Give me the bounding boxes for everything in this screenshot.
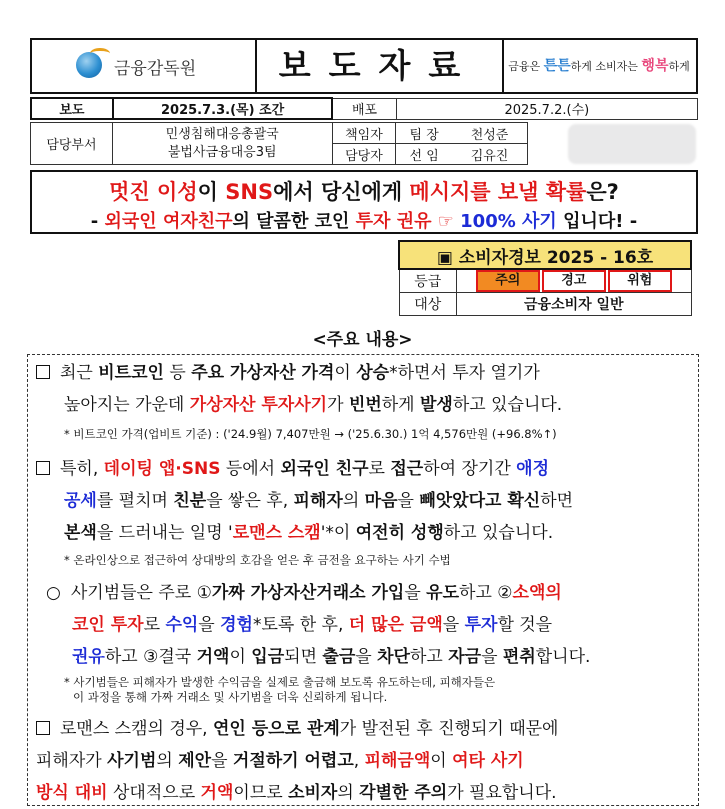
- t: *하면서 투자 열기가: [389, 363, 540, 383]
- t: 을: [397, 491, 420, 511]
- t: 거액: [196, 647, 230, 667]
- t: 사기범: [107, 751, 157, 771]
- square-bullet-icon: [36, 365, 50, 379]
- t: 를 펼치며: [96, 491, 174, 511]
- report-label: 보도: [31, 98, 113, 119]
- t: 이: [229, 647, 252, 667]
- dept-name-1: 민생침해대응총괄국: [165, 126, 279, 142]
- resp-title: 팀 장: [396, 123, 452, 144]
- t: 을: [481, 647, 503, 667]
- t: ,: [353, 751, 365, 771]
- t: 가 필요합니다.: [447, 783, 557, 803]
- slogan-accent: 튼튼: [543, 58, 571, 74]
- headline-line-1: [32, 176, 696, 206]
- t: 접근: [390, 459, 424, 479]
- fss-logo: [32, 40, 257, 92]
- hl: SNS: [225, 180, 274, 204]
- t: 여타 사기: [452, 751, 524, 771]
- t: *토록 한 후,: [252, 615, 349, 635]
- t: '*이: [320, 523, 356, 543]
- t: 발생: [420, 395, 453, 415]
- note-3: [64, 675, 682, 705]
- slogan-part: 하게 소비자는: [570, 60, 642, 73]
- t: 을: [211, 751, 233, 771]
- t: 할 것을: [497, 615, 553, 635]
- hl: 이: [197, 180, 226, 204]
- t: 을 드러내는 일명 ': [96, 523, 233, 543]
- swoosh-icon: [90, 48, 110, 59]
- grade-levels: [457, 269, 691, 293]
- t: 피해자가: [36, 751, 108, 771]
- t: 여전히 성행: [355, 523, 444, 543]
- t: 가짜 가상자산거래소 가입: [211, 583, 405, 603]
- t: 등: [163, 363, 192, 383]
- hl: 은?: [586, 180, 619, 204]
- t: 출금: [322, 647, 356, 667]
- t: 하여 장기간: [423, 459, 517, 479]
- hl: -: [90, 211, 105, 232]
- hl: 외국인 여자친구: [104, 211, 233, 232]
- t: 가 발전된 후 진행되기 때문에: [339, 719, 559, 739]
- grade-warning: 경고: [542, 270, 606, 292]
- press-release-header: [30, 38, 698, 94]
- t: 되면: [284, 647, 323, 667]
- headline-line-2: [32, 207, 696, 233]
- grade-caution: 주의: [476, 270, 540, 292]
- section-subtitle: <주요 내용>: [312, 330, 413, 350]
- t: 하고 있습니다.: [452, 395, 563, 415]
- t: 상대적으로: [107, 783, 201, 803]
- t: 애정: [516, 459, 550, 479]
- t: 을: [355, 647, 378, 667]
- dept-name-2: 불법사금융대응3팀: [167, 144, 277, 160]
- paragraph-1: [36, 357, 688, 421]
- t: 본색: [64, 523, 97, 543]
- t: 특히,: [60, 459, 104, 479]
- t: 데이팅 앱·SNS: [103, 459, 221, 479]
- t: 로맨스 스캠: [232, 523, 321, 543]
- grade-label: 등급: [399, 269, 457, 293]
- t: 입금: [251, 647, 285, 667]
- t: 하면: [540, 491, 574, 511]
- t: 을: [442, 615, 465, 635]
- dist-date: 2025.7.2.(수): [396, 98, 697, 119]
- staff-label: 담당자: [332, 144, 396, 165]
- t: 투자: [464, 615, 498, 635]
- t: 공세: [64, 491, 97, 511]
- resp-label: 책임자: [332, 123, 396, 144]
- main-content: [27, 354, 699, 806]
- t: 수익: [165, 615, 199, 635]
- staff-name: 김유진: [452, 144, 528, 165]
- hl: 100% 사기: [460, 211, 557, 232]
- note-2: * 온라인상으로 접근하여 상대방의 호감을 얻은 후 금전을 요구하는 사기 수법: [64, 553, 451, 567]
- t: 이므로: [233, 783, 289, 803]
- target-value: 금융소비자 일반: [457, 293, 691, 316]
- t: 하고 ②: [459, 583, 513, 603]
- t: 연인 등으로 관계: [213, 719, 340, 739]
- t: 소액의: [512, 583, 562, 603]
- dept-name: [112, 123, 332, 165]
- t: 경험: [220, 615, 253, 635]
- t: 더 많은 금액: [348, 615, 443, 635]
- t: 높아지는 가운데: [64, 395, 190, 415]
- note-1: * 비트코인 가격(업비트 기준) : ('24.9월) 7,407만원 → ('25.6.30.) 1억 4,576만원 (+96.8%↑): [64, 427, 557, 441]
- t: 코인 투자: [72, 615, 144, 635]
- t: 빼앗았다고 확신: [419, 491, 541, 511]
- t: 가상자산 투자사기: [189, 395, 328, 415]
- slogan-accent: 행복: [641, 58, 669, 74]
- t: 차단: [377, 647, 410, 667]
- slogan-part: 하게: [668, 60, 690, 73]
- info-table: [30, 97, 698, 120]
- t: 최근: [60, 363, 99, 383]
- headline-box: [30, 170, 698, 234]
- t: 외국인 친구: [280, 459, 369, 479]
- hl: 투자 권유: [355, 211, 432, 232]
- grade-danger: 위험: [608, 270, 672, 292]
- t: 제안: [178, 751, 212, 771]
- t: 주요 가상자산 가격: [191, 363, 335, 383]
- alert-title: ▣ 소비자경보 2025 - 16호: [399, 241, 691, 269]
- t: 자금: [448, 647, 482, 667]
- target-label: 대상: [399, 293, 457, 316]
- t: 을: [198, 615, 221, 635]
- paragraph-3: [46, 577, 688, 673]
- paragraph-4: [36, 713, 688, 809]
- t: 각별한 주의: [359, 783, 448, 803]
- t: 친분: [173, 491, 207, 511]
- t: 하고: [409, 647, 449, 667]
- redacted-contact: [568, 124, 696, 164]
- pointing-hand-icon: ☞: [431, 211, 461, 232]
- t: 하게: [381, 395, 420, 415]
- org-name: 금융감독원: [114, 59, 197, 79]
- t: 유도: [426, 583, 460, 603]
- staff-title: 선 임: [396, 144, 452, 165]
- t: 의: [337, 783, 360, 803]
- t: 소비자: [288, 783, 338, 803]
- t: 하고 있습니다.: [443, 523, 554, 543]
- t: 등에서: [220, 459, 281, 479]
- t: 거액: [200, 783, 234, 803]
- consumer-alert-table: [398, 240, 692, 316]
- t: 가: [327, 395, 349, 415]
- t: 거절하기 어렵고: [232, 751, 354, 771]
- t: 권유: [72, 647, 105, 667]
- slogan-part: 금융은: [508, 60, 544, 73]
- t: 로: [368, 459, 391, 479]
- t: 빈번: [348, 395, 382, 415]
- slogan: [502, 40, 696, 92]
- t: 을 쌓은 후,: [206, 491, 294, 511]
- t: 방식 대비: [36, 783, 108, 803]
- hl: 메시지를 보낼 확률: [409, 180, 587, 204]
- t: 편취: [502, 647, 536, 667]
- paragraph-2: [36, 453, 688, 549]
- dist-label: 배포: [332, 98, 396, 119]
- t: 을: [404, 583, 427, 603]
- square-bullet-icon: [36, 461, 50, 475]
- t: 피해자: [293, 491, 343, 511]
- t: 피해금액: [364, 751, 431, 771]
- t: 비트코인: [98, 363, 164, 383]
- t: 하고 ③결국: [104, 647, 197, 667]
- hl: 에서 당신에게: [273, 180, 410, 204]
- resp-name: 천성준: [452, 123, 528, 144]
- t: 로맨스 스캠의 경우,: [60, 719, 213, 739]
- t: 의: [342, 491, 365, 511]
- t: 마음: [364, 491, 398, 511]
- hl: 입니다! -: [556, 211, 638, 232]
- note-3-line-1: * 사기범들은 피해자가 발생한 수익금을 실제로 출금해 보도록 유도하는데, 피해자들은: [64, 675, 496, 689]
- circle-bullet-icon: ○: [46, 583, 61, 603]
- t: 이: [430, 751, 453, 771]
- page-title: 보도자료: [255, 40, 504, 92]
- square-bullet-icon: [36, 721, 50, 735]
- report-date: 2025.7.3.(목) 조간: [113, 98, 333, 119]
- dept-label: 담당부서: [31, 123, 113, 165]
- note-3-line-2: 이 과정을 통해 가짜 거래소 및 사기범을 더욱 신뢰하게 됩니다.: [73, 690, 388, 704]
- t: 의: [156, 751, 179, 771]
- t: 상승: [356, 363, 390, 383]
- hl: 멋진 이성: [109, 180, 198, 204]
- t: 로: [143, 615, 166, 635]
- t: 이: [334, 363, 357, 383]
- t: 사기범들은 주로 ①: [70, 583, 212, 603]
- t: 합니다.: [535, 647, 591, 667]
- hl: 의 달콤한 코인: [232, 211, 356, 232]
